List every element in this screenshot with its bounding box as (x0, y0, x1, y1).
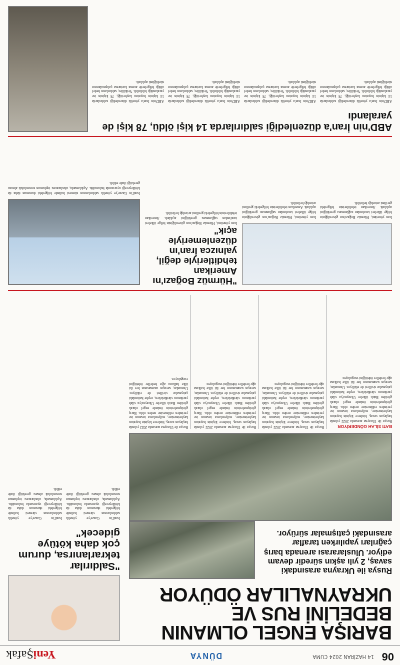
column-divider (259, 295, 260, 429)
main-subdeck: Rusya ile Ukrayna arasındaki savaş, 2 yılı aşkın süredir devam ediyor. Uluslararası arenada barış çağrıları yapılırken taraflar arasındaki çatışmalar sürüyor. (263, 529, 392, 575)
logo-main: Yeni (33, 648, 56, 662)
section-label: DÜNYA (189, 651, 222, 660)
page-number: 06 (381, 650, 394, 662)
column-divider (327, 295, 328, 429)
page-date: 14 HAZİRAN 2024 CUMA (312, 653, 374, 659)
newspaper-logo (6, 647, 56, 662)
main-body-col2: Rusya ile Ukrayna arasında 2022 yılında başlayan savaş, binlerce kişinin hayatını kaybetmesine, milyonlarca insanın ise yerinden edilmesine neden oldu. Barış görüşmelerinin önünde engel olarak görülen Batılı ülkeler Ukrayna'ya silah yardımını sürdürürken, cephe hattındaki çatışmalar sivilleri de etkiliyor. Uzmanlar, savaşın uzamasının her iki ülke halkına ağır bedeller ödettiğini vurguluyor. (262, 381, 324, 429)
side-body-col1: İsrail'in Gazze'ye yönelik saldırılarının sürmesi halinde bölgedeki durumun daha da kötüleşeceği uyarısında bulunuldu. Açıklamada, uluslararası toplumun sorumluluk alması gerektiği ifade edildi. (66, 487, 120, 520)
bottom-body-col4: ABD'nin İran'a yönelik düzenlediği saldırılarda 14 kişinin hayatını kaybettiği, 78 kişinin ise yaralandığı bildirildi. Yetkililer, saldırıların hedef aldığı bölgelerde arama kurtarma çalışmalarının sürdüğünü açıkladı. (92, 79, 164, 103)
bottom-body-col1: ABD'nin İran'a yönelik düzenlediği saldırılarda 14 kişinin hayatını kaybettiği, 78 kişinin ise yaralandığı bildirildi. Yetkililer, saldırıların hedef aldığı bölgelerde arama kurtarma çalışmalarının sürdüğünü açıkladı. (320, 79, 392, 103)
main-body-col1: Rusya ile Ukrayna arasında 2022 yılında başlayan savaş, binlerce kişinin hayatını kaybetmesine, milyonlarca insanın ise yerinden edilmesine neden oldu. Barış görüşmelerinin önünde engel olarak görülen Batılı ülkeler Ukrayna'ya silah yardımını sürdürürken, cephe hattındaki çatışmalar sivilleri de etkiliyor. Uzmanlar, savaşın uzamasının her iki ülke halkına ağır bedeller ödettiğini vurguluyor. (330, 375, 392, 423)
bottom-headline: ABD'nin İran'a düzenlediği saldırılarda 14 kişi öldü, 78 kişi de yaralandı (102, 110, 392, 132)
middle-body-col2: İran yönetimi, Hürmüz Boğazı'nın güvenliğinin bölge ülkeleri tarafından sağlanması gerektiğini açıkladı. Amerikan tehditlerinin bölgedeki gerilimi artırdığı belirtildi. (242, 200, 316, 219)
main-body-col3: Rusya ile Ukrayna arasında 2022 yılında başlayan savaş, binlerce kişinin hayatını kaybetmesine, milyonlarca insanın ise yerinden edilmesine neden oldu. Barış görüşmelerinin önünde engel olarak görülen Batılı ülkeler Ukrayna'ya silah yardımını sürdürürken, cephe hattındaki çatışmalar sivilleri de etkiliyor. Uzmanlar, savaşın uzamasının her iki ülke halkına ağır bedeller ödettiğini vurguluyor. (194, 381, 256, 429)
main-headline: BARIŞA ENGEL OLMANIN BEDELİNİ RUS VE UKRAYNALILAR ÖDÜYOR (159, 583, 392, 642)
illustration-photo (242, 223, 392, 285)
column-divider (191, 295, 192, 429)
logo-accent: Şafak (6, 648, 34, 662)
side-headline: "Saldırılar tekrarlanırsa, durum çok daha kötüye gidecek" (18, 526, 120, 572)
aircraft-photo (8, 199, 140, 285)
portrait-photo (8, 575, 120, 641)
main-body-col4: Rusya ile Ukrayna arasında 2022 yılında başlayan savaş, binlerce kişinin hayatını kaybetmesine, milyonlarca insanın ise yerinden edilmesine neden oldu. Barış görüşmelerinin önünde engel olarak görülen Batılı ülkeler Ukrayna'ya silah yardımını sürdürürken, cephe hattındaki çatışmalar sivilleri de etkiliyor. Uzmanlar, savaşın uzamasının her iki ülke halkına ağır bedeller ödettiğini vurguluyor. (129, 376, 188, 429)
bottom-body-col3: ABD'nin İran'a yönelik düzenlediği saldırılarda 14 kişinin hayatını kaybettiği, 78 kişinin ise yaralandığı bildirildi. Yetkililer, saldırıların hedef aldığı bölgelerde arama kurtarma çalışmalarının sürdüğünü açıkladı. (168, 79, 240, 103)
section-divider (8, 290, 392, 291)
side-body-col2: İsrail'in Gazze'ye yönelik saldırılarının sürmesi halinde bölgedeki durumun daha da kötüleşeceği uyarısında bulunuldu. Açıklamada, uluslararası toplumun sorumluluk alması gerektiği ifade edildi. (8, 487, 62, 520)
damage-photo (8, 6, 88, 132)
war-photo-top (129, 521, 255, 579)
middle-body-col3: İran yönetimi, Hürmüz Boğazı'nın güvenliğinin bölge ülkeleri tarafından sağlanması gerektiğini açıkladı. Amerikan tehditlerinin bölgedeki gerilimi artırdığı belirtildi. (145, 211, 237, 225)
bottom-divider (8, 136, 392, 137)
war-photo-wide (129, 433, 392, 521)
photo-side-body: İsrail'in Gazze'ye yönelik saldırılarının sürmesi halinde bölgedeki durumun daha da kötüleşeceği uyarısında bulunuldu. Açıklamada, uluslararası toplumun sorumluluk alması gerektiği ifade edildi. (8, 181, 140, 195)
main-kicker: BATI SİLAH GÖNDERİYOR (337, 424, 392, 429)
middle-headline: "Hürmüz Boğazı'nı Amerikan tehditleriyle değil, yalnızca İran'ın düzenlemeriyle açık" (152, 225, 237, 286)
bottom-body-col2: ABD'nin İran'a yönelik düzenlediği saldırılarda 14 kişinin hayatını kaybettiği, 78 kişinin ise yaralandığı bildirildi. Yetkililer, saldırıların hedef aldığı bölgelerde arama kurtarma çalışmalarının sürdüğünü açıkladı. (244, 79, 316, 103)
middle-body-col1: İran yönetimi, Hürmüz Boğazı'nın güvenliğinin bölge ülkeleri tarafından sağlanması gerektiğini açıkladı. Amerikan tehditlerinin bölgedeki gerilimi artırdığı belirtildi. (320, 200, 392, 219)
